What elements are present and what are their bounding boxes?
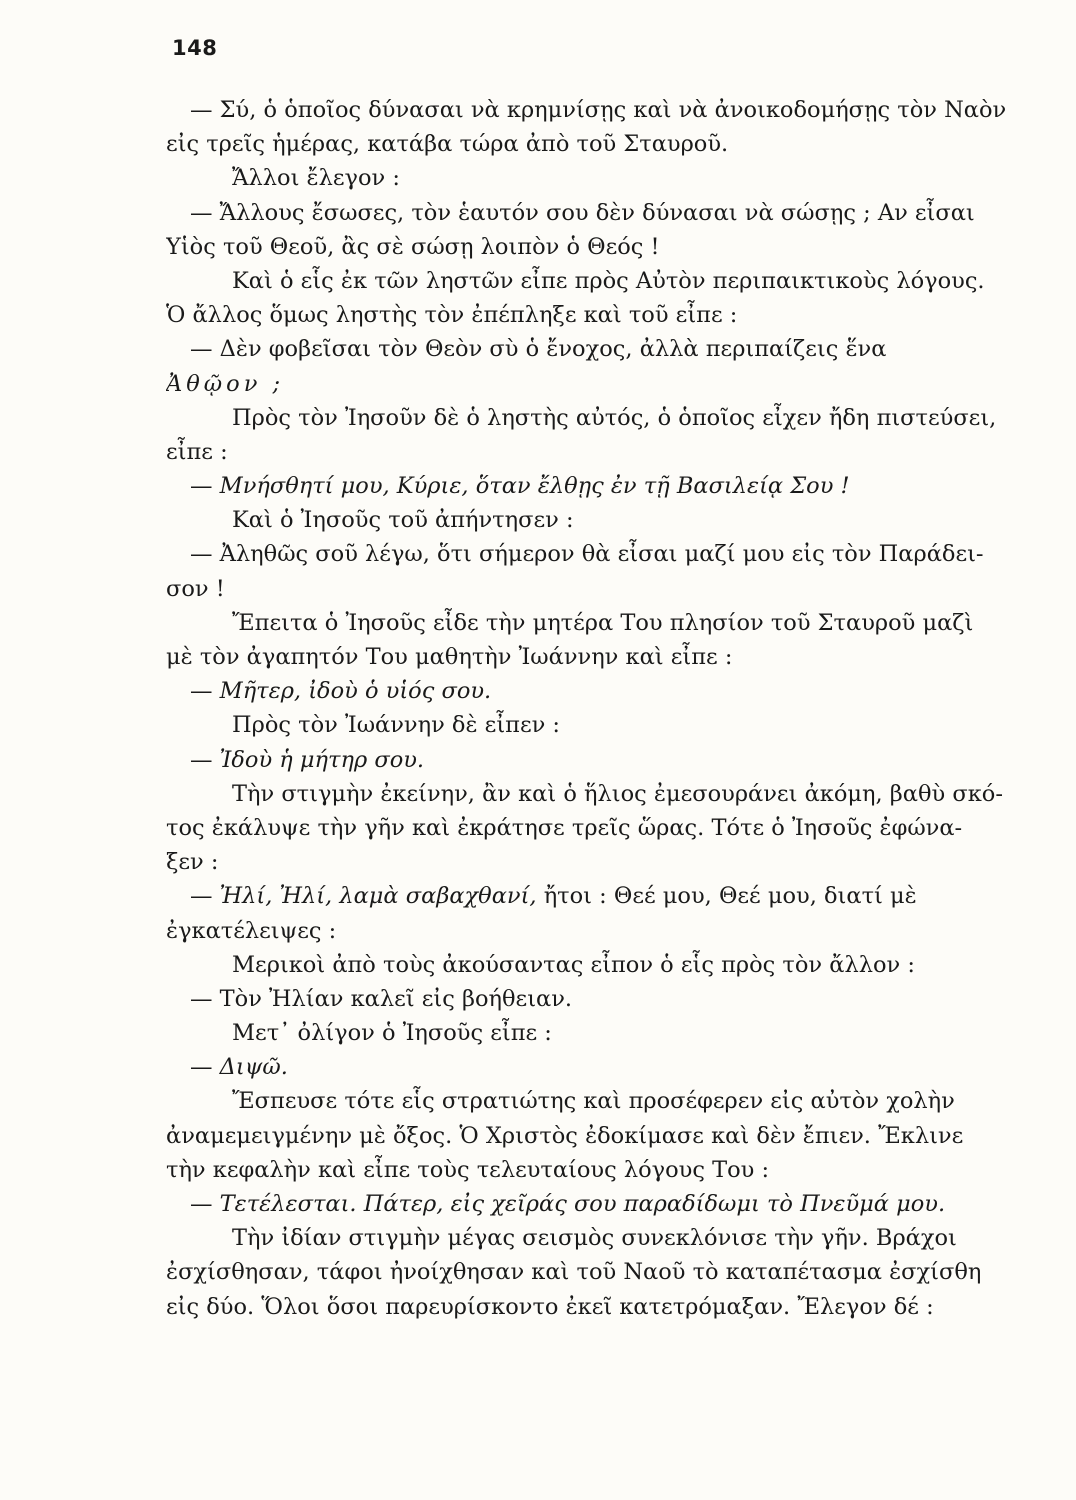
text-line: — Τὸν Ἠλίαν καλεῖ εἰς βοήθειαν. <box>190 985 573 1012</box>
text-line: — Μῆτερ, ἰδοὺ ὁ υἱός σου. <box>190 678 492 705</box>
text-line: Υἱὸς τοῦ Θεοῦ, ἂς σὲ σώσῃ λοιπὸν ὁ Θεός ! <box>166 233 660 260</box>
italic-speech: Μνήσθητί μου, Κύριε, ὅταν ἔλθῃς ἐν τῇ Βασιλείᾳ Σου ! <box>219 473 850 500</box>
text-line: Ἔσπευσε τότε εἷς στρατιώτης καὶ προσέφερεν εἰς αὐτὸν χολὴν <box>232 1088 955 1115</box>
text-line: — Ἰδοὺ ἡ μήτηρ σου. <box>190 746 425 773</box>
text-line: — Ἠλί, Ἠλί, λαμὰ σαβαχθανί, ἤτοι : Θεέ μου, Θεέ μου, διατί μὲ <box>190 883 917 910</box>
text-line: εἰς δύο. Ὅλοι ὅσοι παρευρίσκοντο ἐκεῖ κατετρόμαξαν. Ἔλεγον δέ : <box>166 1293 934 1320</box>
text-line: Ὁ ἄλλος ὅμως ληστὴς τὸν ἐπέπληξε καὶ τοῦ εἶπε : <box>166 302 738 329</box>
page-number: 148 <box>172 36 218 60</box>
italic-speech: Τετέλεσται. Πάτερ, εἰς χεῖράς σου παραδίδωμι τὸ Πνεῦμά μου. <box>219 1191 946 1217</box>
text-line: Πρὸς τὸν Ἰωάννην δὲ εἶπεν : <box>232 712 561 739</box>
text-line: — Ἄλλους ἔσωσες, τὸν ἑαυτόν σου δὲν δύνασαι νὰ σώσῃς ; Αν εἶσαι <box>190 199 975 226</box>
text-line: Ἀθῷον ; <box>166 370 285 397</box>
text-line: τος ἐκάλυψε τὴν γῆν καὶ ἐκράτησε τρεῖς ὥρας. Τότε ὁ Ἰησοῦς ἐφώνα- <box>166 814 963 841</box>
text-line: Τὴν στιγμὴν ἐκείνην, ἂν καὶ ὁ ἥλιος ἐμεσουράνει ἀκόμη, βαθὺ σκό- <box>232 780 1003 807</box>
text-line: Καὶ ὁ Ἰησοῦς τοῦ ἀπήντησεν : <box>232 507 574 534</box>
body-text <box>166 93 1012 1324</box>
text-line: Μετ᾽ ὀλίγον ὁ Ἰησοῦς εἶπε : <box>232 1020 552 1047</box>
text-line: — Δὲν φοβεῖσαι τὸν Θεὸν σὺ ὁ ἔνοχος, ἀλλὰ περιπαίζεις ἕνα <box>190 336 887 363</box>
italic-speech: Διψῶ. <box>219 1054 288 1081</box>
text-line: Ἄλλοι ἔλεγον : <box>232 165 400 192</box>
text-line: σον ! <box>166 575 225 602</box>
text-line: Καὶ ὁ εἷς ἐκ τῶν ληστῶν εἶπε πρὸς Αὐτὸν περιπαικτικοὺς λόγους. <box>232 267 985 294</box>
text-line: ἐσχίσθησαν, τάφοι ἠνοίχθησαν καὶ τοῦ Ναοῦ τὸ καταπέτασμα ἐσχίσθη <box>166 1259 982 1286</box>
text-line: Μερικοὶ ἀπὸ τοὺς ἀκούσαντας εἶπον ὁ εἷς πρὸς τὸν ἄλλον : <box>232 951 915 978</box>
text-line: ξεν : <box>166 849 219 876</box>
text-line: — Μνήσθητί μου, Κύριε, ὅταν ἔλθῃς ἐν τῇ Βασιλείᾳ Σου ! <box>190 473 850 500</box>
text-line: εἶπε : <box>166 438 228 465</box>
italic-speech: Ἠλί, Ἠλί, λαμὰ σαβαχθανί, <box>219 883 544 910</box>
text-line: Τὴν ἰδίαν στιγμὴν μέγας σεισμὸς συνεκλόνισε τὴν γῆν. Βράχοι <box>232 1225 957 1252</box>
text-line: εἰς τρεῖς ἡμέρας, κατάβα τώρα ἀπὸ τοῦ Σταυροῦ. <box>166 131 729 158</box>
text-line: Ἔπειτα ὁ Ἰησοῦς εἶδε τὴν μητέρα Του πλησίον τοῦ Σταυροῦ μαζὶ <box>232 609 974 636</box>
italic-speech: Μῆτερ, ἰδοὺ ὁ υἱός σου. <box>219 678 492 705</box>
text-line: — Σύ, ὁ ὁποῖος δύνασαι νὰ κρημνίσῃς καὶ νὰ ἀνοικοδομήσῃς τὸν Ναὸν <box>190 97 1007 123</box>
text-line: Πρὸς τὸν Ἰησοῦν δὲ ὁ ληστὴς αὐτός, ὁ ὁποῖος εἶχεν ἤδη πιστεύσει, <box>232 404 997 431</box>
text-line: μὲ τὸν ἀγαπητόν Του μαθητὴν Ἰωάννην καὶ εἶπε : <box>166 644 733 670</box>
text-line: — Διψῶ. <box>190 1054 288 1081</box>
text-line: τὴν κεφαλὴν καὶ εἶπε τοὺς τελευταίους λόγους Του : <box>166 1156 770 1183</box>
text-line: — Ἀληθῶς σοῦ λέγω, ὅτι σήμερον θὰ εἶσαι μαζί μου εἰς τὸν Παράδει- <box>190 541 984 568</box>
text-line: ἀναμεμειγμένην μὲ ὄξος. Ὁ Χριστὸς ἐδοκίμασε καὶ δὲν ἔπιεν. Ἔκλινε <box>166 1122 964 1149</box>
text-line: — Τετέλεσται. Πάτερ, εἰς χεῖράς σου παραδίδωμι τὸ Πνεῦμά μου. <box>190 1191 946 1217</box>
italic-speech: Ἰδοὺ ἡ μήτηρ σου. <box>219 746 425 773</box>
text-line: ἐγκατέλειψες : <box>166 917 337 944</box>
